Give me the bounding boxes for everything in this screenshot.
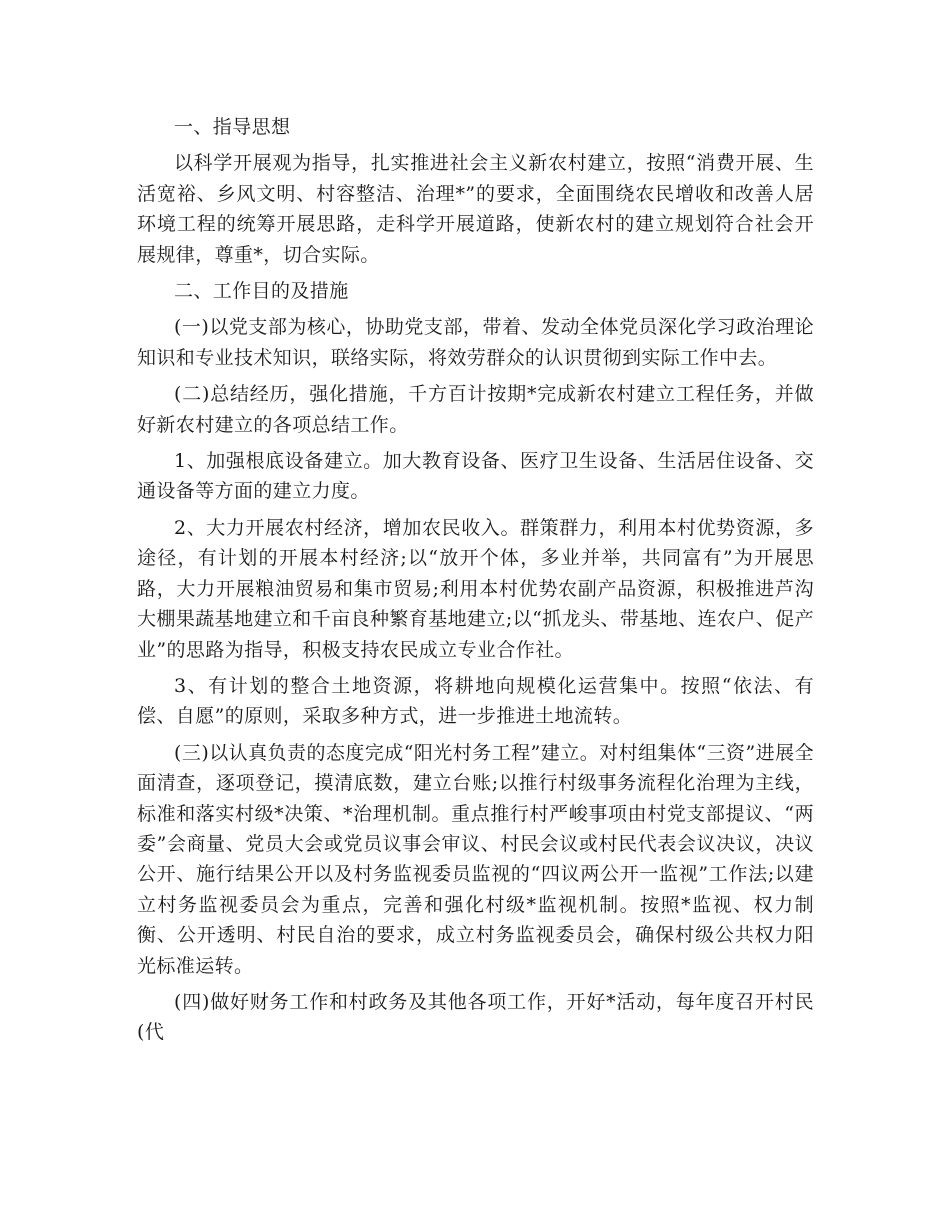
- heading-guiding-thought: 一、指导思想: [174, 116, 291, 138]
- paragraph-item-4: (四)做好财务工作和村政务及其他各项工作，开好*活动，每年度召开村民(代: [137, 990, 814, 1044]
- paragraph-item-3: (三)以认真负责的态度完成“阳光村务工程”建立。对村组集体“三资”进展全面清查，逐项登记，摸清底数，建立台账;以推行村级事务流程化治理为主线，标准和落实村级*决策、*治理机制。重点推行村严峻事项由村党支部提议、“两委”会商量、党员大会或党员议事会审议、村民会议或村民代表会议决议，决议公开、施行结果公开以及村务监视委员监视的“四议两公开一监视”工作法;以建立村务监视委员会为重点，完善和强化村级*监视机制。按照*监视、权力制衡、公开透明、村民自治的要求，成立村务监视委员会，确保村级公共权力阳光标准运转。: [137, 741, 814, 977]
- heading-goals-measures: 二、工作目的及措施: [174, 280, 349, 303]
- paragraph-subitem-3: 3、有计划的整合土地资源，将耕地向规模化运营集中。按照“依法、有偿、自愿”的原则，采取多种方式，进一步推进土地流转。: [137, 674, 814, 728]
- paragraph-subitem-2: 2、大力开展农村经济，增加农民收入。群策群力，利用本村优势资源，多途径，有计划的开展本村经济;以“放开个体，多业并举，共同富有”为开展思路，大力开展粮油贸易和集市贸易;利用本村优势农副产品资源，积极推进芦沟大棚果蔬基地建立和千亩良种繁育基地建立;以“抓龙头、带基地、连农户、促产业”的思路为指导，积极支持农民成立专业合作社。: [137, 516, 814, 661]
- document-body: [137, 112, 814, 1048]
- paragraph-guiding-thought: 以科学开展观为指导，扎实推进社会主义新农村建立，按照“消费开展、生活宽裕、乡风文明、村容整洁、治理*”的要求，全面围绕农民增收和改善人居环境工程的统筹开展思路，走科学开展道路，使新农村的建立规划符合社会开展规律，尊重*，切合实际。: [137, 152, 814, 266]
- paragraph-item-2: (二)总结经历，强化措施，千方百计按期*完成新农村建立工程任务，并做好新农村建立的各项总结工作。: [137, 383, 814, 436]
- paragraph-subitem-1: 1、加强根底设备建立。加大教育设备、医疗卫生设备、生活居住设备、交通设备等方面的建立力度。: [137, 450, 814, 503]
- paragraph-item-1: (一)以党支部为核心，协助党支部，带着、发动全体党员深化学习政治理论知识和专业技术知识，联络实际，将效劳群众的认识贯彻到实际工作中去。: [137, 316, 814, 369]
